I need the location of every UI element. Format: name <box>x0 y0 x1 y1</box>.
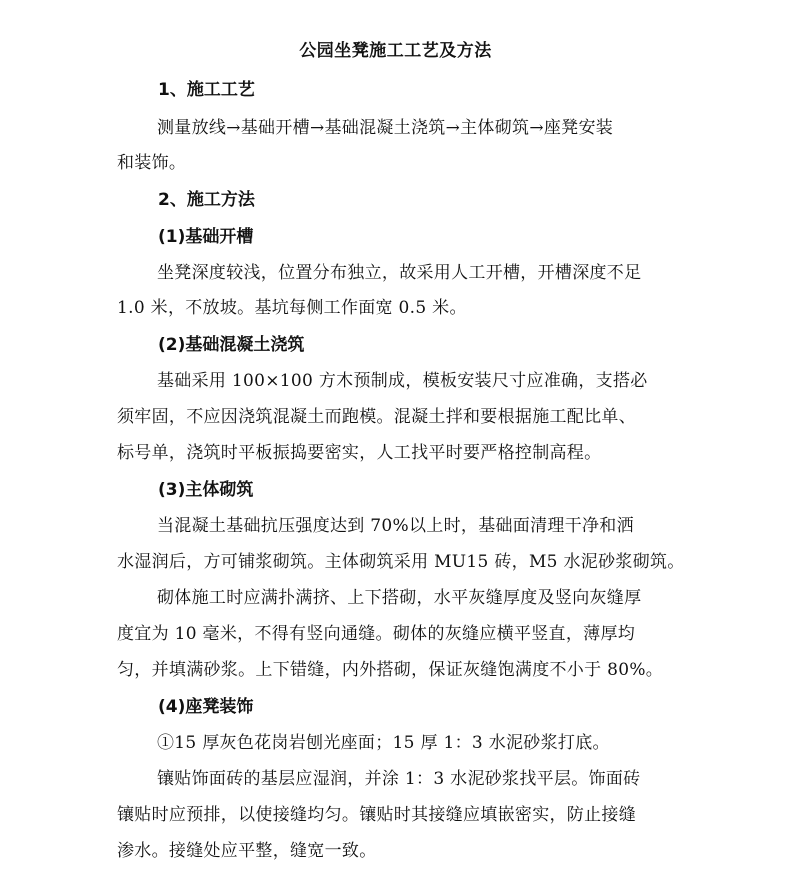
paragraph-line: 渗水。接缝处应平整，缝宽一致。 <box>117 841 377 861</box>
paragraph-line: 镶贴饰面砖的基层应湿润，并涂 1：3 水泥砂浆找平层。饰面砖 <box>157 769 641 789</box>
paragraph-line: 水湿润后，方可铺浆砌筑。主体砌筑采用 MU15 砖，M5 水泥砂浆砌筑。 <box>117 552 685 572</box>
section-heading-methods: 2、施工方法 <box>158 190 255 210</box>
section-heading-process: 1、施工工艺 <box>158 80 255 100</box>
paragraph-line: 镶贴时应预排，以使接缝均匀。镶贴时其接缝应填嵌密实，防止接缝 <box>117 805 636 825</box>
paragraph-line: 测量放线→基础开槽→基础混凝土浇筑→主体砌筑→座凳安装 <box>157 118 614 138</box>
paragraph-line: 和装饰。 <box>117 153 187 173</box>
paragraph-line: 基础采用 100×100 方木预制成，模板安装尺寸应准确，支搭必 <box>157 371 648 391</box>
paragraph-line: 坐凳深度较浅，位置分布独立，故采用人工开槽，开槽深度不足 <box>157 263 642 283</box>
paragraph-line: ①15 厚灰色花岗岩刨光座面；15 厚 1：3 水泥砂浆打底。 <box>157 733 610 753</box>
paragraph-line: 标号单，浇筑时平板振捣要密实，人工找平时要严格控制高程。 <box>117 443 602 463</box>
paragraph-line: 须牢固，不应因浇筑混凝土而跑模。混凝土拌和要根据施工配比单、 <box>117 407 636 427</box>
paragraph-line: 1.0 米，不放坡。基坑每侧工作面宽 0.5 米。 <box>117 298 467 318</box>
document-title: 公园坐凳施工工艺及方法 <box>299 41 492 61</box>
subheading-bench-decoration: (4)座凳装饰 <box>158 697 254 717</box>
paragraph-line: 当混凝土基础抗压强度达到 70%以上时，基础面清理干净和洒 <box>157 516 634 536</box>
paragraph-line: 砌体施工时应满扑满挤、上下搭砌，水平灰缝厚度及竖向灰缝厚 <box>157 588 642 608</box>
subheading-foundation-trench: (1)基础开槽 <box>158 227 254 247</box>
subheading-masonry: (3)主体砌筑 <box>158 480 254 500</box>
subheading-concrete-pouring: (2)基础混凝土浇筑 <box>158 335 305 355</box>
paragraph-line: 匀，并填满砂浆。上下错缝，内外搭砌，保证灰缝饱满度不小于 80%。 <box>117 660 664 680</box>
paragraph-line: 度宜为 10 毫米，不得有竖向通缝。砌体的灰缝应横平竖直，薄厚均 <box>117 624 636 644</box>
